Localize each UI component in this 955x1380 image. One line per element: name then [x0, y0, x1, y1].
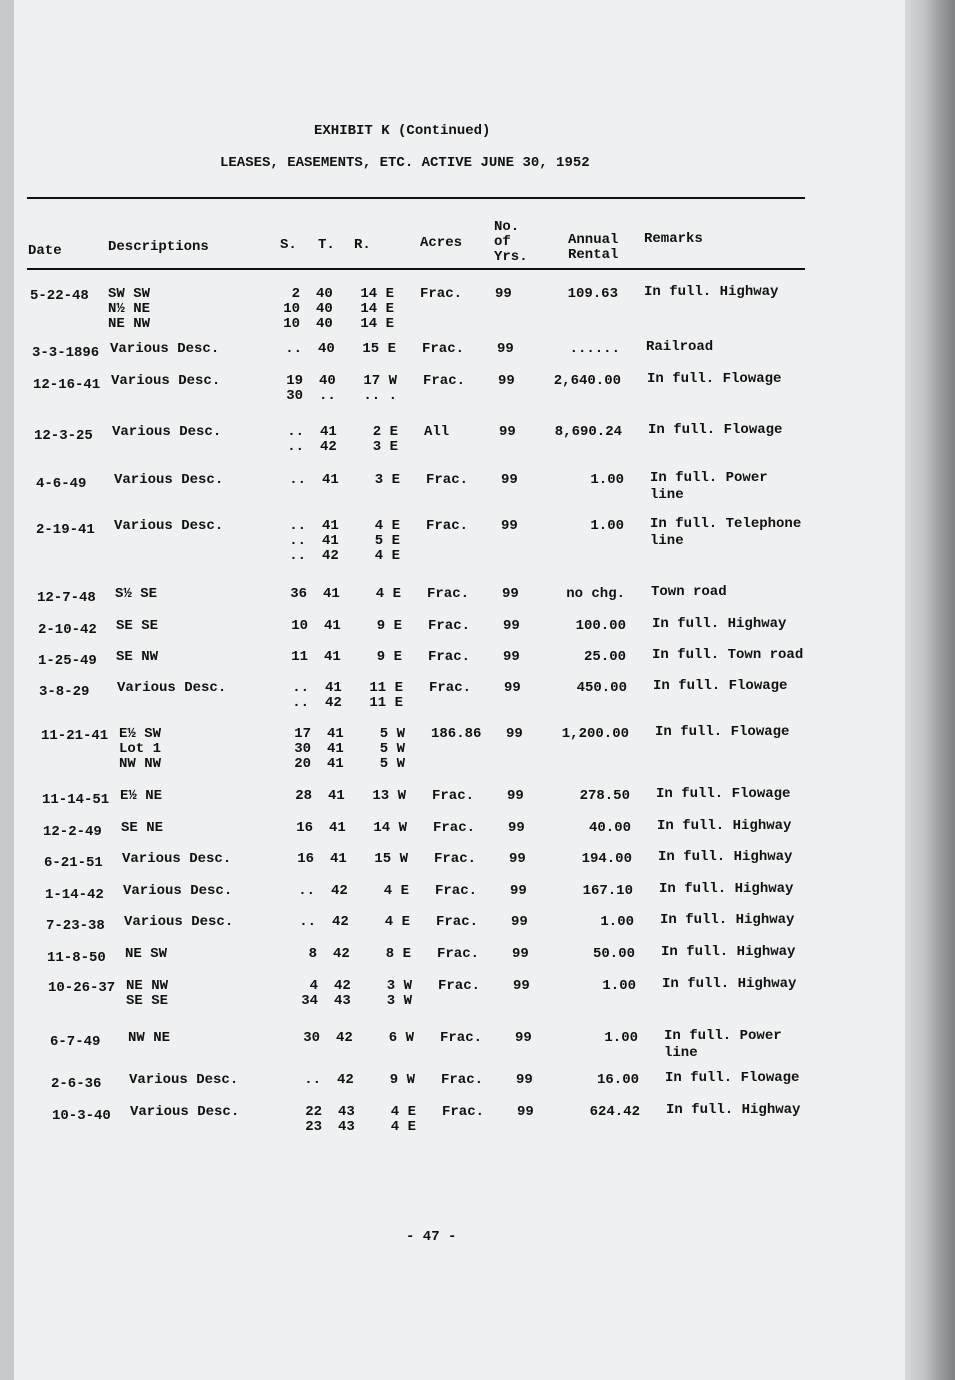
row-date: 11-14-51 — [42, 792, 110, 808]
col-header-township: T. — [318, 237, 335, 253]
row-description: SW SW — [108, 286, 151, 302]
row-range: 17 W — [363, 373, 397, 389]
row-description: Various Desc. — [123, 883, 233, 899]
row-date: 6-21-51 — [44, 855, 103, 871]
row-section: 10 — [291, 618, 308, 634]
row-acres: Frac. — [422, 341, 465, 357]
row-remarks: In full. Power — [664, 1028, 782, 1044]
row-township: 43 — [334, 993, 351, 1009]
row-remarks: In full. Highway — [666, 1102, 801, 1118]
row-acres: Frac. — [427, 586, 470, 602]
row-years: 99 — [497, 341, 514, 357]
row-township: 41 — [327, 741, 344, 757]
row-date: 2-19-41 — [36, 522, 95, 538]
row-township: 40 — [318, 341, 335, 357]
col-header-acres: Acres — [420, 235, 463, 251]
row-section: 2 — [291, 286, 300, 302]
row-range: 14 E — [360, 286, 394, 302]
row-years: 99 — [502, 586, 519, 602]
row-range: 15 E — [362, 341, 396, 357]
row-section: .. — [289, 533, 306, 549]
row-remarks: In full. Highway — [662, 976, 797, 992]
row-range: 2 E — [372, 424, 398, 440]
row-years: 99 — [504, 680, 521, 696]
row-remarks: In full. Highway — [660, 912, 795, 928]
row-township: 42 — [334, 978, 351, 994]
row-range: 5 W — [379, 741, 405, 757]
row-description: NE NW — [108, 316, 151, 332]
row-township: 42 — [336, 1030, 353, 1046]
row-section: 30 — [286, 388, 303, 404]
row-remarks: Railroad — [646, 339, 714, 355]
row-section: 16 — [297, 851, 314, 867]
row-township: 41 — [330, 851, 347, 867]
row-range: 5 W — [379, 756, 405, 772]
row-rental: 16.00 — [596, 1072, 639, 1088]
row-rental: 1,200.00 — [561, 726, 629, 742]
row-date: 12-7-48 — [37, 590, 96, 606]
page-number: - 47 - — [406, 1229, 457, 1245]
row-rental: no chg. — [566, 586, 625, 602]
row-description: NE NW — [126, 978, 169, 994]
row-range: 4 E — [390, 1119, 416, 1135]
row-section: 17 — [294, 726, 311, 742]
row-years: 99 — [507, 788, 524, 804]
row-township: 41 — [327, 756, 344, 772]
row-township: 42 — [337, 1072, 354, 1088]
row-years: 99 — [503, 649, 520, 665]
row-rental: 450.00 — [576, 680, 627, 696]
row-description: NE SW — [125, 946, 168, 962]
col-header-section: S. — [280, 237, 297, 253]
row-remarks: line — [650, 487, 684, 503]
row-description: SE SE — [116, 618, 159, 634]
row-description: Various Desc. — [130, 1104, 240, 1120]
row-date: 1-14-42 — [45, 887, 104, 903]
row-rental: 8,690.24 — [554, 424, 622, 440]
row-remarks: In full. Highway — [657, 818, 792, 834]
row-years: 99 — [513, 978, 530, 994]
row-range: 14 W — [373, 820, 407, 836]
row-acres: Frac. — [437, 946, 480, 962]
row-rental: 167.10 — [582, 883, 633, 899]
row-range: 14 E — [360, 316, 394, 332]
row-acres: All — [424, 424, 450, 440]
row-remarks: In full. Highway — [652, 616, 787, 632]
row-section: 22 — [305, 1104, 322, 1120]
row-date: 2-6-36 — [51, 1076, 102, 1092]
row-rental: 624.42 — [589, 1104, 640, 1120]
row-section: .. — [289, 472, 306, 488]
row-township: 40 — [316, 301, 333, 317]
row-range: 3 W — [386, 978, 412, 994]
row-range: 6 W — [388, 1030, 414, 1046]
row-township: 40 — [316, 316, 333, 332]
row-remarks: In full. Flowage — [648, 422, 783, 438]
col-header-rental-1: Annual — [568, 232, 619, 248]
row-date: 2-10-42 — [38, 622, 97, 638]
row-range: 15 W — [374, 851, 408, 867]
col-header-years-2: of — [494, 234, 511, 250]
row-section: 20 — [294, 756, 311, 772]
row-remarks: In full. Power — [650, 470, 768, 486]
row-section: 10 — [283, 301, 300, 317]
row-date: 11-21-41 — [41, 728, 109, 744]
row-township: 42 — [333, 946, 350, 962]
row-section: 36 — [290, 586, 307, 602]
row-range: 8 E — [385, 946, 411, 962]
row-remarks: In full. Highway — [659, 881, 794, 897]
row-description: NW NE — [128, 1030, 171, 1046]
exhibit-title: EXHIBIT K (Continued) — [314, 123, 491, 139]
row-date: 3-8-29 — [39, 684, 90, 700]
col-header-years-3: Yrs. — [494, 249, 528, 265]
row-description: Various Desc. — [129, 1072, 239, 1088]
row-section: 11 — [291, 649, 308, 665]
row-section: .. — [289, 548, 306, 564]
row-township: 41 — [324, 618, 341, 634]
row-description: SE NW — [116, 649, 159, 665]
row-township: 42 — [332, 914, 349, 930]
row-remarks: In full. Highway — [644, 284, 779, 300]
row-range: .. . — [363, 388, 397, 404]
col-header-rental-2: Rental — [568, 247, 619, 263]
row-date: 4-6-49 — [36, 476, 87, 492]
row-township: 41 — [320, 424, 337, 440]
row-township: 41 — [328, 788, 345, 804]
row-township: .. — [319, 388, 336, 404]
row-years: 99 — [517, 1104, 534, 1120]
row-remarks: In full. Flowage — [656, 786, 791, 802]
row-date: 7-23-38 — [46, 918, 105, 934]
row-range: 4 E — [374, 548, 400, 564]
row-acres: Frac. — [442, 1104, 485, 1120]
row-years: 99 — [509, 851, 526, 867]
row-section: 10 — [283, 316, 300, 332]
row-description: Lot 1 — [119, 741, 162, 757]
row-township: 42 — [325, 695, 342, 711]
row-years: 99 — [511, 914, 528, 930]
row-remarks: In full. Flowage — [653, 678, 788, 694]
row-acres: 186.86 — [431, 726, 482, 742]
row-remarks: In full. Flowage — [655, 724, 790, 740]
row-description: SE SE — [126, 993, 169, 1009]
row-years: 99 — [503, 618, 520, 634]
row-section: 34 — [301, 993, 318, 1009]
row-remarks: In full. Flowage — [647, 371, 782, 387]
header-rule — [27, 268, 805, 270]
row-date: 12-3-25 — [34, 428, 93, 444]
row-remarks: In full. Town road — [652, 647, 804, 663]
row-years: 99 — [516, 1072, 533, 1088]
row-years: 99 — [501, 472, 518, 488]
row-township: 41 — [322, 518, 339, 534]
row-township: 42 — [322, 548, 339, 564]
row-description: Various Desc. — [117, 680, 227, 696]
row-range: 3 W — [386, 993, 412, 1009]
row-range: 9 E — [376, 618, 402, 634]
row-date: 5-22-48 — [30, 288, 89, 304]
row-rental: ...... — [569, 341, 620, 357]
row-section: .. — [285, 341, 302, 357]
row-years: 99 — [512, 946, 529, 962]
row-range: 11 E — [369, 680, 403, 696]
row-acres: Frac. — [428, 649, 471, 665]
row-section: 23 — [305, 1119, 322, 1135]
col-header-years-1: No. — [494, 219, 520, 235]
row-acres: Frac. — [426, 518, 469, 534]
row-section: .. — [287, 439, 304, 455]
row-section: 4 — [309, 978, 318, 994]
row-range: 4 E — [374, 518, 400, 534]
row-years: 99 — [510, 883, 527, 899]
row-description: Various Desc. — [122, 851, 232, 867]
row-section: .. — [287, 424, 304, 440]
row-range: 9 W — [389, 1072, 415, 1088]
row-rental: 1.00 — [600, 914, 634, 930]
row-section: 30 — [294, 741, 311, 757]
row-township: 42 — [320, 439, 337, 455]
row-remarks: In full. Highway — [661, 944, 796, 960]
row-section: .. — [292, 695, 309, 711]
row-range: 5 E — [374, 533, 400, 549]
exhibit-subtitle: LEASES, EASEMENTS, ETC. ACTIVE JUNE 30, 1952 — [220, 155, 590, 171]
row-remarks: In full. Flowage — [665, 1070, 800, 1086]
row-section: .. — [299, 914, 316, 930]
row-township: 41 — [323, 586, 340, 602]
row-range: 3 E — [372, 439, 398, 455]
row-acres: Frac. — [429, 680, 472, 696]
row-range: 4 E — [384, 914, 410, 930]
row-range: 14 E — [360, 301, 394, 317]
row-acres: Frac. — [441, 1072, 484, 1088]
row-date: 12-2-49 — [43, 824, 102, 840]
row-rental: 1.00 — [602, 978, 636, 994]
row-description: Various Desc. — [110, 341, 220, 357]
row-rental: 40.00 — [588, 820, 631, 836]
row-date: 12-16-41 — [33, 377, 101, 393]
row-date: 10-3-40 — [52, 1108, 111, 1124]
col-header-date: Date — [28, 243, 62, 259]
row-township: 41 — [322, 533, 339, 549]
row-section: 16 — [296, 820, 313, 836]
row-remarks: line — [650, 533, 684, 549]
row-remarks: In full. Highway — [658, 849, 793, 865]
row-township: 41 — [325, 680, 342, 696]
row-range: 3 E — [374, 472, 400, 488]
row-date: 3-3-1896 — [32, 345, 100, 361]
row-remarks: line — [664, 1045, 698, 1061]
row-section: .. — [304, 1072, 321, 1088]
row-section: .. — [292, 680, 309, 696]
row-rental: 25.00 — [583, 649, 626, 665]
row-description: Various Desc. — [124, 914, 234, 930]
row-section: 19 — [286, 373, 303, 389]
top-rule — [27, 197, 805, 199]
row-description: Various Desc. — [111, 373, 221, 389]
row-description: SE NE — [121, 820, 164, 836]
row-township: 40 — [319, 373, 336, 389]
row-acres: Frac. — [434, 851, 477, 867]
row-acres: Frac. — [432, 788, 475, 804]
row-date: 11-8-50 — [47, 950, 106, 966]
row-township: 40 — [316, 286, 333, 302]
row-range: 11 E — [369, 695, 403, 711]
row-date: 10-26-37 — [48, 980, 116, 996]
col-header-remarks: Remarks — [644, 231, 703, 247]
row-section: 8 — [308, 946, 317, 962]
row-range: 5 W — [379, 726, 405, 742]
row-township: 41 — [324, 649, 341, 665]
row-range: 13 W — [372, 788, 406, 804]
row-description: Various Desc. — [114, 472, 224, 488]
row-rental: 1.00 — [590, 472, 624, 488]
row-remarks: Town road — [651, 584, 727, 600]
row-range: 4 E — [383, 883, 409, 899]
row-township: 41 — [327, 726, 344, 742]
row-years: 99 — [499, 424, 516, 440]
row-date: 6-7-49 — [50, 1034, 101, 1050]
row-description: E½ SW — [119, 726, 162, 742]
row-description: E½ NE — [120, 788, 163, 804]
row-section: .. — [298, 883, 315, 899]
row-township: 41 — [329, 820, 346, 836]
row-section: 30 — [303, 1030, 320, 1046]
row-range: 4 E — [390, 1104, 416, 1120]
row-years: 99 — [515, 1030, 532, 1046]
row-description: S½ SE — [115, 586, 158, 602]
row-description: N½ NE — [108, 301, 151, 317]
row-township: 43 — [338, 1119, 355, 1135]
row-description: Various Desc. — [114, 518, 224, 534]
row-rental: 1.00 — [604, 1030, 638, 1046]
row-rental: 109.63 — [567, 286, 618, 302]
row-rental: 50.00 — [592, 946, 635, 962]
row-years: 99 — [501, 518, 518, 534]
row-years: 99 — [498, 373, 515, 389]
row-remarks: In full. Telephone — [650, 516, 802, 532]
row-rental: 194.00 — [581, 851, 632, 867]
row-acres: Frac. — [423, 373, 466, 389]
row-acres: Frac. — [420, 286, 463, 302]
row-rental: 100.00 — [575, 618, 626, 634]
row-rental: 1.00 — [590, 518, 624, 534]
row-acres: Frac. — [438, 978, 481, 994]
row-years: 99 — [508, 820, 525, 836]
row-years: 99 — [506, 726, 523, 742]
row-description: Various Desc. — [112, 424, 222, 440]
row-township: 43 — [338, 1104, 355, 1120]
row-section: 28 — [295, 788, 312, 804]
row-description: NW NW — [119, 756, 162, 772]
row-range: 4 E — [375, 586, 401, 602]
row-acres: Frac. — [433, 820, 476, 836]
row-township: 42 — [331, 883, 348, 899]
row-township: 41 — [322, 472, 339, 488]
row-years: 99 — [495, 286, 512, 302]
row-rental: 2,640.00 — [553, 373, 621, 389]
row-acres: Frac. — [440, 1030, 483, 1046]
row-range: 9 E — [376, 649, 402, 665]
col-header-range: R. — [354, 237, 371, 253]
row-date: 1-25-49 — [38, 653, 97, 669]
row-section: .. — [289, 518, 306, 534]
row-rental: 278.50 — [579, 788, 630, 804]
col-header-descriptions: Descriptions — [108, 239, 209, 255]
row-acres: Frac. — [428, 618, 471, 634]
row-acres: Frac. — [426, 472, 469, 488]
row-acres: Frac. — [435, 883, 478, 899]
row-acres: Frac. — [436, 914, 479, 930]
